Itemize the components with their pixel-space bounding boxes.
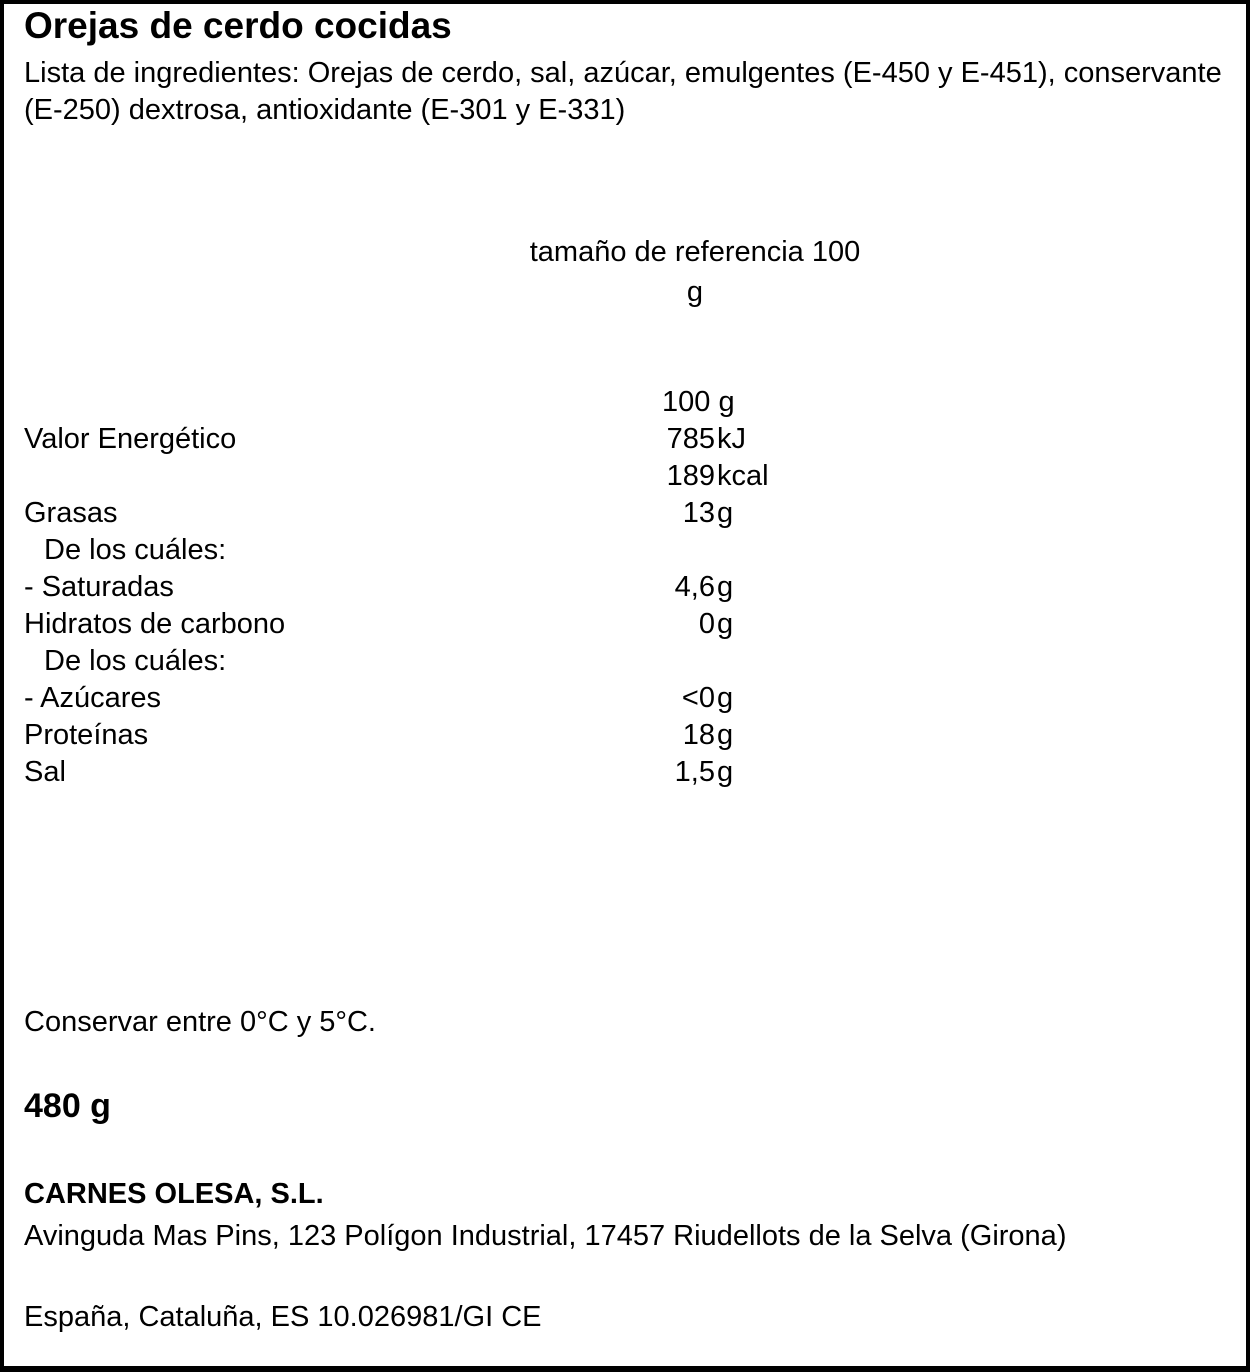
- nutrient-unit-carbohydrates: g: [717, 608, 734, 640]
- nutrient-label-fat: Grasas: [24, 497, 118, 529]
- nutrient-sublabel-of-which-carbs: De los cuáles:: [44, 645, 227, 677]
- nutrient-unit-fat: g: [717, 497, 734, 529]
- nutrient-label-saturated: - Saturadas: [24, 571, 174, 603]
- product-title: Orejas de cerdo cocidas: [24, 5, 452, 46]
- nutrient-value-sugars: <0: [681, 682, 715, 714]
- nutrient-value-saturated: 4,6: [674, 571, 715, 603]
- company-address: Avinguda Mas Pins, 123 Polígon Industrial, 17457 Riudellots de la Selva (Girona): [24, 1220, 1067, 1252]
- nutrient-unit-salt: g: [717, 756, 734, 788]
- nutrient-value-energy-kj: 785: [666, 423, 715, 455]
- nutrient-value-energy-kcal: 189: [666, 460, 715, 492]
- nutrient-unit-energy-kj: kJ: [717, 423, 746, 455]
- nutrient-label-sugars: - Azúcares: [24, 682, 161, 714]
- nutrient-value-fat: 13: [682, 497, 715, 529]
- reference-size-line2: g: [686, 276, 704, 308]
- nutrient-label-salt: Sal: [24, 756, 66, 788]
- nutrient-unit-energy-kcal: kcal: [717, 460, 769, 492]
- net-weight: 480 g: [24, 1087, 111, 1125]
- nutrient-value-salt: 1,5: [674, 756, 715, 788]
- nutrient-label-protein: Proteínas: [24, 719, 149, 751]
- nutrient-sublabel-of-which-fat: De los cuáles:: [44, 534, 227, 566]
- nutrient-value-carbohydrates: 0: [698, 608, 715, 640]
- nutrient-value-protein: 18: [682, 719, 715, 751]
- nutrient-unit-saturated: g: [717, 571, 734, 603]
- nutrient-unit-protein: g: [717, 719, 734, 751]
- nutrition-column-header: 100 g: [662, 386, 735, 418]
- company-registry: España, Cataluña, ES 10.026981/GI CE: [24, 1301, 542, 1333]
- ingredients-list: Lista de ingredientes: Orejas de cerdo, sal, azúcar, emulgentes (E-450 y E-451), conservante (E-250) dextrosa, antioxidante (E-301 y E-331): [24, 57, 1222, 126]
- storage-instructions: Conservar entre 0°C y 5°C.: [24, 1006, 376, 1038]
- reference-size-line1: tamaño de referencia 100: [529, 236, 861, 268]
- nutrient-label-carbohydrates: Hidratos de carbono: [24, 608, 286, 640]
- nutrient-label-energy: Valor Energético: [24, 423, 237, 455]
- nutrient-unit-sugars: g: [717, 682, 734, 714]
- company-name: CARNES OLESA, S.L.: [24, 1178, 324, 1210]
